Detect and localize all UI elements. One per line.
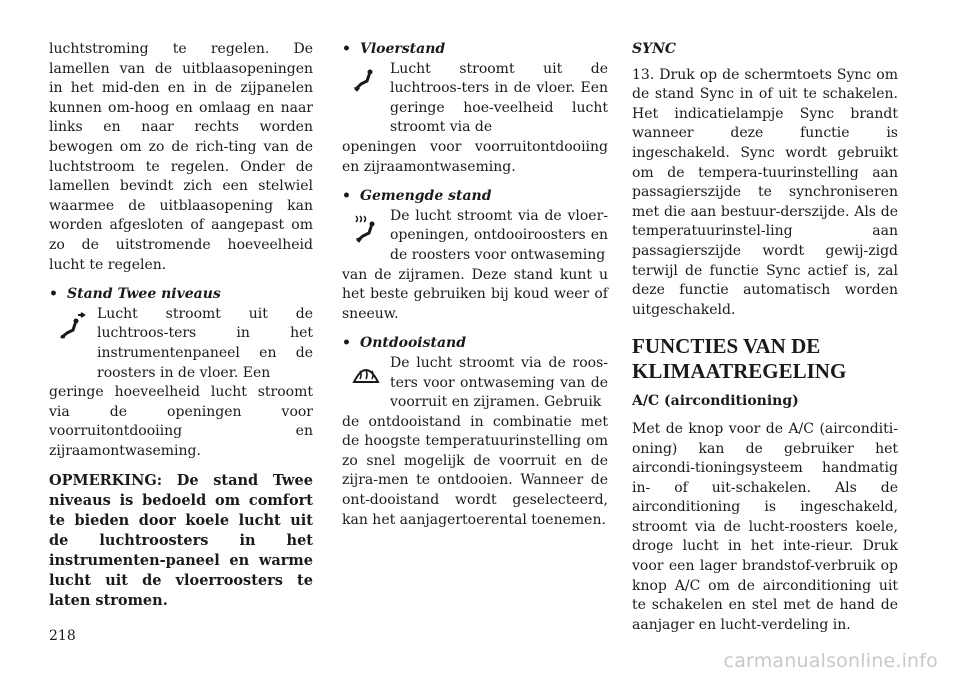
- mix-mode-icon: [342, 207, 390, 263]
- mix-icon-text: De lucht stroomt via de vloer-openingen, ontdooiroosters en de roosters voor ontwaseming: [390, 207, 608, 263]
- note-paragraph: OPMERKING: De stand Twee niveaus is bedoeld om comfort te bieden door koele lucht uit de luchtroosters in het instrumenten-paneel en warme lucht uit de vloerroosters te laten stromen.: [49, 472, 313, 610]
- column-middle: [342, 40, 608, 540]
- bullet-floor-title: [342, 40, 608, 60]
- bilevel-mode-icon: [49, 305, 97, 361]
- bullet-mix-title: [342, 187, 608, 207]
- bilevel-block: [49, 305, 313, 383]
- column-right: [632, 40, 898, 645]
- page-number: 218: [49, 628, 76, 644]
- bullet-bilevel-title: [49, 285, 313, 305]
- column-left: [49, 40, 313, 611]
- mix-block: [342, 207, 608, 266]
- bullet-dot: •: [342, 188, 351, 205]
- defrost-rest-text: de ontdooistand in combinatie met de hoogste temperatuurinstelling om zo snel mogelijk de voorruit en de zijra-men te ontdooien. Wanneer de ont-dooistand wordt geselecteerd, kan het aanjagertoerental toenemen.: [342, 413, 608, 528]
- bullet-title-text: Stand Twee niveaus: [67, 286, 221, 303]
- sync-title: SYNC: [632, 41, 677, 57]
- bullet-title-text: Gemengde stand: [360, 188, 492, 205]
- section-title: FUNCTIES VAN DE KLIMAATREGELING: [632, 334, 847, 384]
- bullet-defrost-title: [342, 334, 608, 354]
- intro-paragraph: luchtstroming te regelen. De lamellen van de uitblaasopeningen in het mid-den en in de zijpanelen kunnen om-hoog en omlaag en naar links en naar rechts worden bewogen om zo de rich-ting van de luchtstroom te regelen. Onder de lamellen bevindt zich een stelwiel waarmee de uitblaasopening kan worden afgesloten of aangepast om zo de uitstromende hoeveelheid lucht te regelen.: [49, 41, 313, 273]
- defrost-icon-text: De lucht stroomt via de roos-ters voor ontwaseming van de voorruit en zijramen. Gebruik: [390, 354, 608, 411]
- floor-icon-text: Lucht stroomt uit de luchtroos-ters in de vloer. Een geringe hoe-veelheid lucht stroomt via de: [390, 60, 608, 136]
- ac-title: A/C (airconditioning): [632, 393, 799, 410]
- defrost-mode-icon: [342, 354, 390, 410]
- watermark: carmanualsonline.info: [723, 650, 938, 672]
- bullet-dot: •: [342, 41, 351, 57]
- bilevel-icon-text: Lucht stroomt uit de luchtroos-ters in het instrumentenpaneel en de roosters in de vloer. Een: [97, 305, 313, 381]
- defrost-block: [342, 354, 608, 413]
- bullet-dot: •: [342, 335, 351, 352]
- sync-paragraph: 13. Druk op de schermtoets Sync om de stand Sync in of uit te schakelen. Het indicatielampje Sync brandt wanneer deze functie is ingeschakeld. Sync wordt gebruikt om de tempera-tuurinstelling aan passagierszijde te synchroniseren met die aan bestuur-derszijde. Als de temperatuurinstel-ling aan passagierszijde wordt gewij-zigd terwijl de functie Sync actief is, zal deze functie automatisch worden uitgeschakeld.: [632, 66, 898, 318]
- mix-rest-text: van de zijramen. Deze stand kunt u het beste gebruiken bij koud weer of sneeuw.: [342, 266, 608, 322]
- bullet-dot: •: [49, 286, 58, 303]
- ac-paragraph: Met de knop voor de A/C (airconditi-oning) kan de gebruiker het aircondi-tioningsysteem handmatig in- of uit-schakelen. Als de airconditioning is ingeschakeld, stroomt via de lucht-roosters koele, droge lucht in het inte-rieur. Druk voor een lager brandstof-verbruik op knop A/C om de airconditioning uit te schakelen en stel met de hand de aanjager en lucht-verdeling in.: [632, 420, 898, 633]
- bullet-title-text: Ontdooistand: [360, 335, 467, 352]
- floor-rest-text: openingen voor voorruitontdooiing en zijraamontwaseming.: [342, 138, 608, 175]
- bullet-title-text: Vloerstand: [360, 41, 446, 57]
- bilevel-rest-text: geringe hoeveelheid lucht stroomt via de openingen voor voorruitontdooiing en zijraamontwaseming.: [49, 384, 313, 459]
- floor-block: [342, 60, 608, 138]
- floor-mode-icon: [342, 60, 390, 116]
